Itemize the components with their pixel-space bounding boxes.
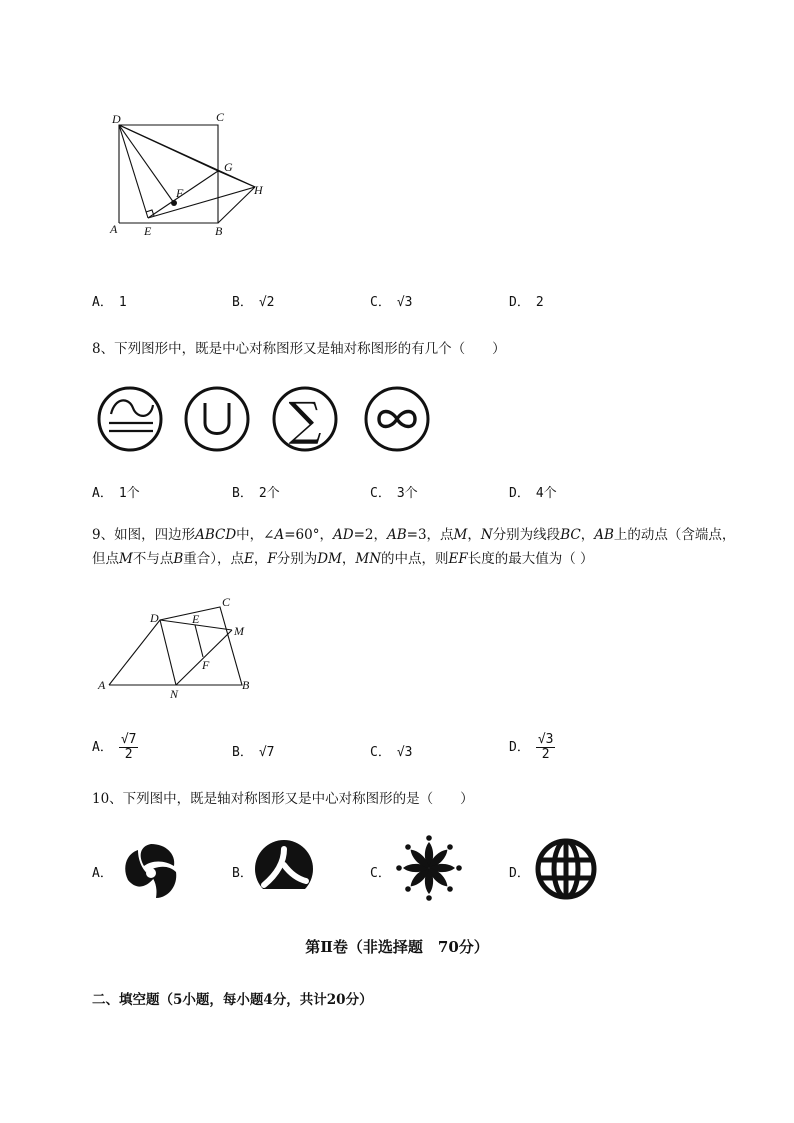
q7-label-E: E	[144, 224, 152, 238]
q8-question-text: 8、下列图形中，既是中心对称图形又是轴对称图形的有几个（ ）	[92, 341, 506, 357]
q8-option-d[interactable]: D． 4个	[509, 486, 557, 501]
q7-option-a[interactable]: A． 1	[92, 295, 127, 310]
q9-label-F: F	[202, 658, 210, 672]
q9-label-M: M	[234, 624, 244, 638]
q9-option-b[interactable]: B． √7	[232, 745, 275, 760]
part-two-title: 第Ⅱ卷（非选择题 70分）	[305, 938, 489, 956]
q8-option-a[interactable]: A． 1个	[92, 486, 140, 501]
q9-question-line-2: 但点M不与点B重合），点E，F分别为DM，MN的中点，则EF长度的最大值为（ ）	[92, 551, 594, 567]
q8-option-b[interactable]: B． 2个	[232, 486, 280, 501]
tri-leaf-logo-icon	[120, 840, 182, 902]
q7-option-b[interactable]: B． √2	[232, 295, 275, 310]
q9-label-A: A	[98, 678, 106, 692]
q8-figures	[95, 383, 440, 455]
q7-option-c[interactable]: C． √3	[370, 295, 413, 310]
q7-geometry-figure	[100, 105, 280, 245]
q9-label-B: B	[242, 678, 250, 692]
q7-label-B: B	[215, 224, 223, 238]
sigma-icon: ∑	[288, 392, 322, 446]
q10-option-c-label[interactable]: C．	[370, 866, 391, 881]
infinity-icon	[379, 412, 415, 427]
q9-label-D: D	[150, 611, 159, 625]
flower-ornament-icon	[396, 835, 462, 901]
q7-label-H: H	[254, 183, 263, 197]
globe-icon	[534, 837, 598, 901]
q9-option-a[interactable]: A． $\frac{√7}{2}$	[92, 732, 137, 762]
q10-option-b-label[interactable]: B．	[232, 866, 253, 881]
q9-geometry-figure	[92, 590, 262, 705]
q7-label-G: G	[224, 160, 233, 174]
q10-option-a-label[interactable]: A．	[92, 866, 113, 881]
q8-option-c[interactable]: C． 3个	[370, 486, 418, 501]
q9-option-c[interactable]: C． √3	[370, 745, 413, 760]
q7-label-D: D	[112, 112, 121, 126]
q7-label-A: A	[110, 222, 118, 236]
fill-in-section-heading: 二、填空题（5小题，每小题4分，共计20分）	[92, 992, 373, 1008]
q10-question-text: 10、下列图中，既是轴对称图形又是中心对称图形的是（ ）	[92, 791, 474, 807]
person-road-logo-icon	[254, 839, 314, 899]
q10-option-d-label[interactable]: D．	[509, 866, 530, 881]
letter-u-icon	[205, 403, 229, 434]
q9-label-E: E	[192, 612, 200, 626]
q9-option-d[interactable]: D． $\frac{√3}{2}$	[509, 732, 554, 762]
q9-label-C: C	[222, 595, 231, 609]
q9-question-line-1: 9、如图，四边形ABCD中，∠A=60°，AD=2，AB=3，点M，N分别为线段BC，AB上的动点（含端点，	[92, 527, 736, 543]
q7-option-d[interactable]: D． 2	[509, 295, 544, 310]
q7-label-C: C	[216, 110, 225, 124]
approx-equal-symbol-icon	[109, 400, 153, 431]
q9-label-N: N	[170, 687, 179, 701]
q7-label-F: F	[176, 186, 184, 200]
